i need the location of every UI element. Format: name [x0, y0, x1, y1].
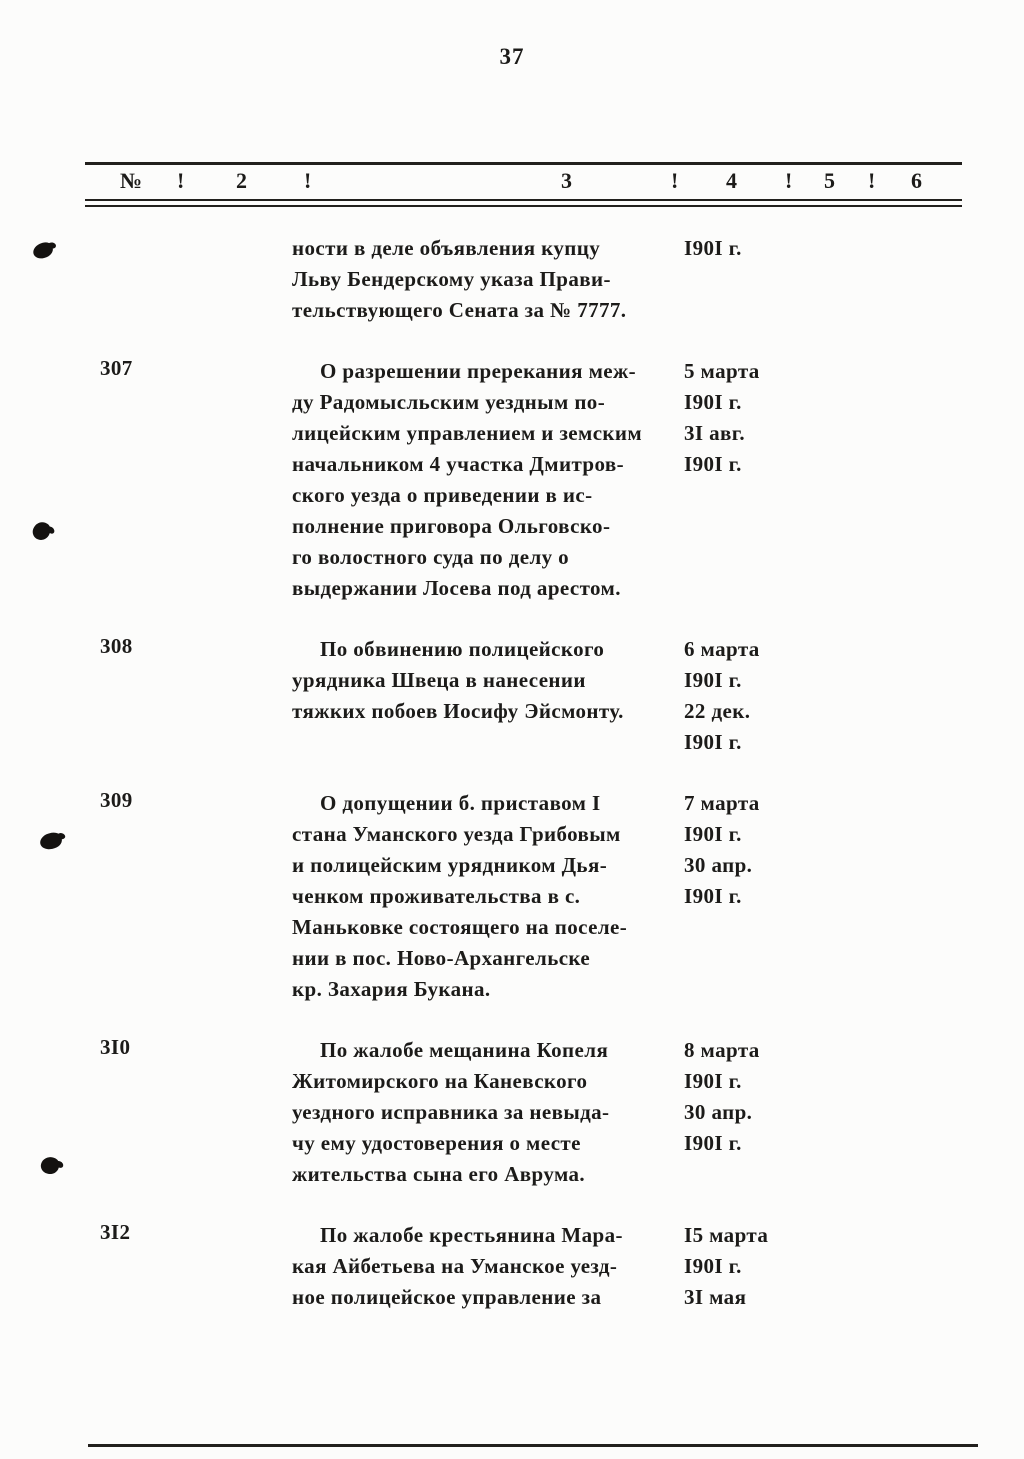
entry-text: Льву Бендерскому указа Прави-: [292, 267, 611, 291]
entry-line: [292, 819, 1024, 850]
column-separator: !: [177, 168, 185, 193]
entry-lines: [292, 1035, 1024, 1190]
entry-text: кр. Захария Букана.: [292, 977, 491, 1001]
column-separator: !: [785, 168, 793, 193]
entry-text: По жалобе мещанина Копеля: [320, 1038, 609, 1062]
entry-line: [292, 418, 1024, 449]
entry-text: тельствующего Сената за № 7777.: [292, 298, 627, 322]
page-number: 37: [499, 44, 525, 69]
entry: [0, 233, 1024, 326]
entry-text: О разрешении пререкания меж-: [320, 359, 637, 383]
entry-date: I5 марта: [684, 1223, 769, 1247]
entry-date: I90I г.: [684, 1131, 742, 1155]
table-header-row: [0, 168, 1024, 198]
entry-date: I90I г.: [684, 390, 742, 414]
column-separator: !: [868, 168, 876, 193]
entry-line: [292, 1282, 1024, 1313]
entry-date: I90I г.: [684, 1254, 742, 1278]
entry: [0, 356, 1024, 604]
entry-date: 8 марта: [684, 1038, 760, 1062]
entry-date: I90I г.: [684, 452, 742, 476]
entry-line: [292, 665, 1024, 696]
entry-lines: [292, 1220, 1024, 1313]
entry-date: I90I г.: [684, 822, 742, 846]
entry-date: 3I авг.: [684, 421, 745, 445]
entry-text: тяжких побоев Иосифу Эйсмонту.: [292, 699, 624, 723]
entry-number: 3I2: [100, 1220, 131, 1244]
entry-text: начальником 4 участка Дмитров-: [292, 452, 625, 476]
entry-text: ду Радомысльским уездным по-: [292, 390, 606, 414]
entry-line: [292, 788, 1024, 819]
column-label: 2: [236, 168, 247, 193]
column-separator: !: [304, 168, 312, 193]
header-rule-top: [85, 162, 962, 165]
entry-line: [292, 356, 1024, 387]
entry-text: урядника Швеца в нанесении: [292, 668, 586, 692]
entry-text: ное полицейское управление за: [292, 1285, 602, 1309]
entry: [0, 634, 1024, 758]
entry-date: I90I г.: [684, 884, 742, 908]
entry-line: [292, 634, 1024, 665]
entry-line: [292, 295, 1024, 326]
entry: [0, 1035, 1024, 1190]
entry-line: [292, 1159, 1024, 1190]
entry-date: 7 марта: [684, 791, 760, 815]
entry-line: [292, 387, 1024, 418]
entry-text: го волостного суда по делу о: [292, 545, 570, 569]
entry-text: ченком проживательства в с.: [292, 884, 581, 908]
entry-date: 30 апр.: [684, 853, 753, 877]
footer-rule: [88, 1444, 978, 1447]
entry-lines: [292, 356, 1024, 604]
column-label: 3: [561, 168, 572, 193]
entry-number: 308: [100, 634, 133, 658]
entry-line: [292, 264, 1024, 295]
entry-text: выдержании Лосева под арестом.: [292, 576, 621, 600]
entry-date: I90I г.: [684, 730, 742, 754]
entry-line: [292, 727, 1024, 758]
entry-line: [292, 233, 1024, 264]
entry-date: I90I г.: [684, 1069, 742, 1093]
entry-date: I90I г.: [684, 668, 742, 692]
header-rule-bottom-2: [85, 205, 962, 207]
entry-line: [292, 1035, 1024, 1066]
entry-line: [292, 1220, 1024, 1251]
entry-line: [292, 449, 1024, 480]
entry-text: [292, 727, 684, 758]
entry-text: чу ему удостоверения о месте: [292, 1131, 581, 1155]
entry-text: ности в деле объявления купцу: [292, 236, 601, 260]
entry-line: [292, 974, 1024, 1005]
entry-text: лицейским управлением и земским: [292, 421, 643, 445]
entry-date: 6 марта: [684, 637, 760, 661]
entry-text: жительства сына его Аврума.: [292, 1162, 586, 1186]
entry-text: нии в пос. Ново-Архангельске: [292, 946, 591, 970]
entry-line: [292, 542, 1024, 573]
entry-date: 30 апр.: [684, 1100, 753, 1124]
entry-text: По жалобе крестьянина Мара-: [320, 1223, 623, 1247]
entries-list: [0, 233, 1024, 1343]
entry-text: и полицейским урядником Дья-: [292, 853, 608, 877]
entry-line: [292, 511, 1024, 542]
entry-text: По обвинению полицейского: [320, 637, 605, 661]
entry-text: Житомирского на Каневского: [292, 1069, 588, 1093]
entry-lines: [292, 634, 1024, 758]
entry-date: I90I г.: [684, 236, 742, 260]
entry-line: [292, 1066, 1024, 1097]
entry: [0, 1220, 1024, 1313]
entry-line: [292, 943, 1024, 974]
entry-line: [292, 850, 1024, 881]
entry-number: 3I0: [100, 1035, 131, 1059]
entry-lines: [292, 233, 1024, 326]
entry-text: О допущении б. приставом I: [320, 791, 601, 815]
column-label: 5: [824, 168, 835, 193]
entry-line: [292, 1251, 1024, 1282]
column-label: №: [120, 168, 143, 193]
column-label: 4: [726, 168, 737, 193]
entry-line: [292, 480, 1024, 511]
column-separator: !: [671, 168, 679, 193]
entry-lines: [292, 788, 1024, 1005]
entry-text: стана Уманского уезда Грибовым: [292, 822, 621, 846]
entry-text: полнение приговора Ольговско-: [292, 514, 611, 538]
column-label: 6: [911, 168, 922, 193]
entry-text: кая Айбетьева на Уманское уезд-: [292, 1254, 618, 1278]
entry: [0, 788, 1024, 1005]
entry-text: ского уезда о приведении в ис-: [292, 483, 593, 507]
entry-line: [292, 1128, 1024, 1159]
entry-date: 5 марта: [684, 359, 760, 383]
entry-date: 3I мая: [684, 1285, 747, 1309]
entry-line: [292, 912, 1024, 943]
entry-line: [292, 696, 1024, 727]
entry-line: [292, 1097, 1024, 1128]
entry-number: 307: [100, 356, 133, 380]
entry-line: [292, 573, 1024, 604]
entry-text: Маньковке состоящего на поселе-: [292, 915, 628, 939]
header-rule-bottom-1: [85, 199, 962, 201]
entry-date: 22 дек.: [684, 699, 751, 723]
entry-text: уездного исправника за невыда-: [292, 1100, 610, 1124]
entry-number: 309: [100, 788, 133, 812]
entry-line: [292, 881, 1024, 912]
